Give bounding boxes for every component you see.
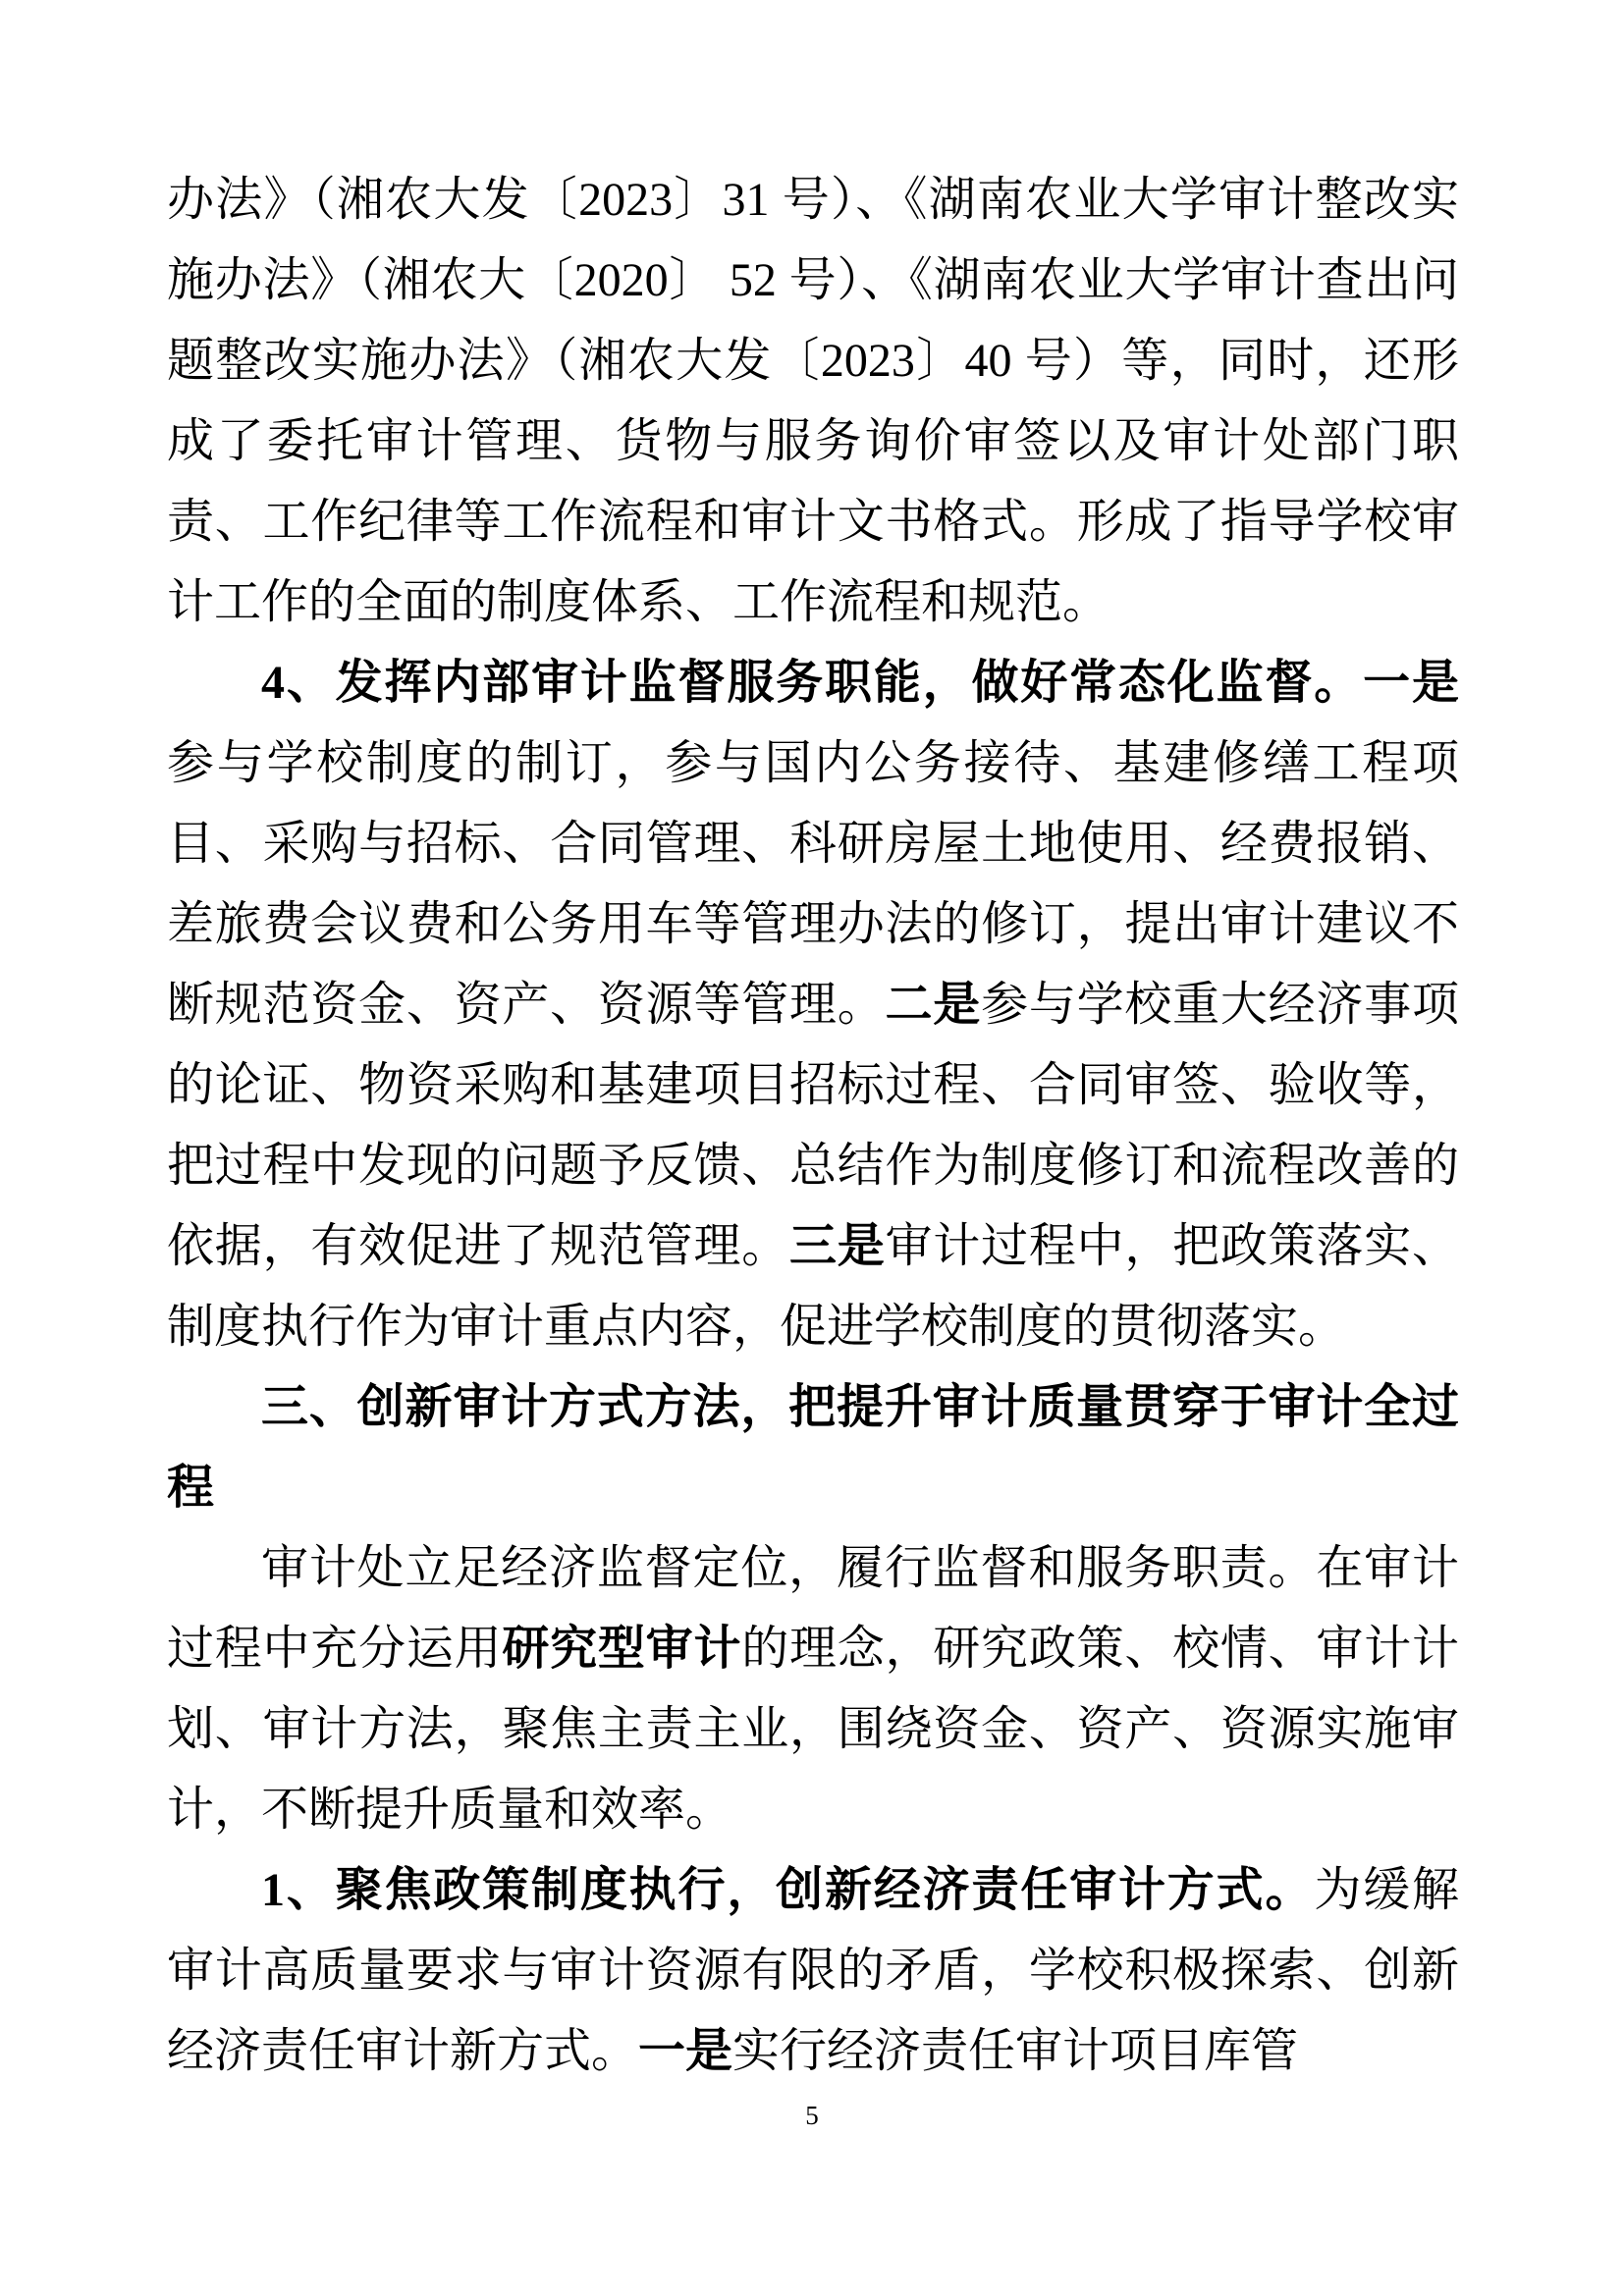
text-run: 的理念，研究政策、校情、审计计划、审计方法，聚焦主责主业，围绕资金、资产、资源实施审计，不断提升质量和效率。 xyxy=(167,1623,1459,1836)
text-run: 参与学校重大经济事项的论证、物资采购和基建项目招标过程、合同审签、验收等，把过程中发现的问题予反馈、总结作为制度修订和流程改善的依据，有效促进了规范管理。 xyxy=(167,979,1459,1272)
text-run: 二是 xyxy=(885,979,982,1031)
text-run: 三、创新审计方式方法，把提升审计质量贯穿于审计全过程 xyxy=(167,1381,1459,1514)
text-run: 审计过程中，把政策落实、制度执行作为审计重点内容，促进学校制度的贯彻落实。 xyxy=(167,1220,1459,1353)
text-run: 三是 xyxy=(788,1220,886,1272)
para-regulations xyxy=(167,160,1459,643)
page-number: 5 xyxy=(805,2101,819,2130)
text-run: 4、发挥内部审计监督服务职能，做好常态化监督。 xyxy=(261,657,1364,709)
para-point-4-normalized-supervision xyxy=(167,643,1459,1367)
text-run: 研究型审计 xyxy=(502,1623,742,1675)
text-run: 实行经济责任审计项目库管 xyxy=(732,2025,1299,2077)
para-point-1-economic-responsibility-audit xyxy=(167,1850,1459,2092)
document-body xyxy=(167,160,1459,2092)
heading-section-three xyxy=(167,1367,1459,1528)
text-run: 一是 xyxy=(638,2025,733,2077)
text-run: 为缓解审计高质量要求与审计资源有限的矛盾，学校积极探索、创新经济责任审计新方式。 xyxy=(167,1864,1459,2077)
text-run: 审计处立足经济监督定位，履行监督和服务职责。在审计过程中充分运用 xyxy=(167,1542,1459,1675)
text-run: 办法》（湘农大发〔2023〕31 号）、《湖南农业大学审计整改实施办法》（湘农大〔2020〕 52 号）、《湖南农业大学审计查出问题整改实施办法》（湘农大发〔2023〕40 号）等，同时，还形成了委托审计管理、货物与服务询价审签以及审计处部门职责、工作纪律等工作流程和审计文书格式。形成了指导学校审计工作的全面的制度体系、工作流程和规范。 xyxy=(167,174,1459,628)
para-research-audit xyxy=(167,1528,1459,1850)
text-run: 一是 xyxy=(1363,657,1459,709)
text-run: 参与学校制度的制订，参与国内公务接待、基建修缮工程项目、采购与招标、合同管理、科研房屋土地使用、经费报销、差旅费会议费和公务用车等管理办法的修订，提出审计建议不断规范资金、资产、资源等管理。 xyxy=(167,737,1459,1031)
text-run: 1、聚焦政策制度执行，创新经济责任审计方式。 xyxy=(261,1864,1315,1916)
